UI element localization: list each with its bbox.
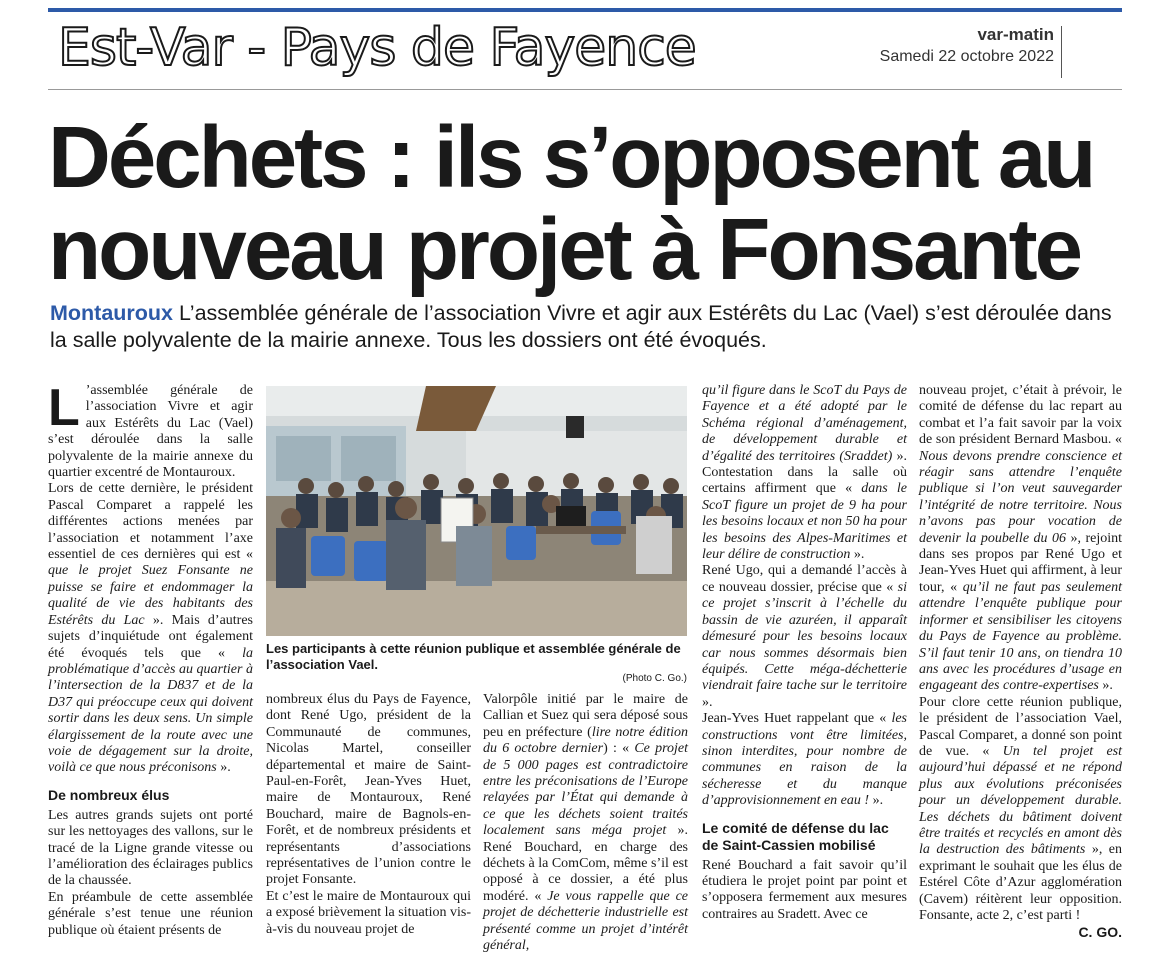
caption-text: Les participants à cette réunion publique et assemblée générale de l’association Vael. xyxy=(266,641,681,672)
paragraph: Valorpôle initié par le maire de Callian et Suez qui sera déposé sous peu en préfecture (lire notre édition du 6 octobre dernier) : « Ce projet de 5 000 pages est contradictoire entre les préconisations de l’Europe relayées par l’État qui demande à ce que les déchets soient traités localement sans méga projet ». René Bouchard, en charge des déchets à la ComCom, même s’il est opposé à ce dossier, a été plus modéré. « Je vous rappelle que ce projet de déchetterie industrielle est présenté comme un projet d’intérêt général, xyxy=(483,692,689,954)
standfirst xyxy=(50,300,1130,354)
paragraph: Et c’est le maire de Montauroux qui a exposé brièvement la situation vis-à-vis du nouveau projet de xyxy=(266,888,471,937)
paragraph: Jean-Yves Huet rappelant que « les constructions vont être limitées, sinon interdites, pour nombre de communes en raison de la sécheresse et du manque d’approvisionnement en eau ! ». xyxy=(702,711,907,809)
article-column-4 xyxy=(702,383,907,923)
paragraph: Pour clore cette réunion publique, le président de l’association Vael, Pascal Comparet, a donné son point de vue. « Un tel projet est aujourd’hui dépassé et ne répond plus aux évolutions préconisées pour un développement durable. Les déchets du bâtiment doivent être traités et recyclés en amont dès la destruction des bâtiments », en exprimant le souhait que les élus de Estérel Côte d’Azur agglomération (Cavem) réitèrent leur opposition. Fonsante, acte 2, c’est parti ! C. GO. xyxy=(919,694,1122,941)
meeting-photo xyxy=(266,386,687,636)
author-signature: C. GO. xyxy=(1078,924,1122,941)
header-rule xyxy=(48,89,1122,90)
paragraph: René Bouchard a fait savoir qu’il étudiera le projet point par point et s’opposera fermement aux mesures contraires au Sradett. Avec ce xyxy=(702,857,907,922)
subheading: Le comité de défense du lac de Saint-Cassien mobilisé xyxy=(702,819,889,853)
paragraph: Les autres grands sujets ont porté sur les nettoyages des vallons, sur le tracé de la Ligne grande vitesse ou l’amélioration des éclairages publics de la chaussée. xyxy=(48,807,253,889)
paragraph: nouveau projet, c’était à prévoir, le comité de défense du lac repart au combat et l’a fait savoir par la voix de son président Bernard Masbou. « Nous devons prendre conscience et réagir sans attendre l’enquête publique si l’on veut sauvegarder l’intégrité de notre territoire. Nous n’avons pas pour vocation de devenir la poubelle du 06 », rejoint dans ses propos par René Ugo et Jean-Yves Huet qui affirment, à leur tour, « qu’il ne faut pas seulement attendre l’enquête publique pour informer et sensibiliser les citoyens du Pays de Fayence au problème. S’il faut tenir 10 ans, on tiendra 10 ans avec les procédures d’usage en engageant des contre-expertises ». xyxy=(919,383,1123,694)
top-color-bar xyxy=(48,8,1122,12)
publication-date: Samedi 22 octobre 2022 xyxy=(879,48,1054,65)
section-title: Est-Var - Pays de Fayence xyxy=(58,18,696,78)
article-column-1 xyxy=(48,379,253,939)
article-column-3 xyxy=(483,692,688,955)
article-column-5 xyxy=(919,383,1122,941)
photo-caption xyxy=(266,641,687,685)
dateline-place: Montauroux xyxy=(50,301,174,325)
paragraph: En préambule de cette assemblée générale s’est tenue une réunion publique où étaient présents de xyxy=(48,889,253,938)
standfirst-text: L’assemblée générale de l’association Vivre et agir aux Estérêts du Lac (Vael) s’est déroulée dans la salle polyvalente de la mairie annexe. Tous les dossiers ont été évoqués. xyxy=(50,301,1112,352)
photo-credit: (Photo C. Go.) xyxy=(622,673,687,684)
drop-cap: L xyxy=(48,379,80,437)
newspaper-brand: var-matin xyxy=(977,25,1054,44)
article-column-2 xyxy=(266,692,471,938)
header-divider xyxy=(1061,26,1062,78)
paragraph: Lors de cette dernière, le président Pascal Comparet a rappelé les différentes actions menées par l’association et notamment l’axe essentiel de ces dernières qui est « que le projet Suez Fonsante ne puisse se faire et endommager la qualité de vie des habitants des Estérêts du Lac ». Mais d’autres sujets d’inquiétude ont également été évoqués tels que « la problématique d’accès au quartier à l’intersection de la D837 et de la D37 qui préoccupe ceux qui doivent sortir dans les deux sens. Un simple élargissement de la route avec une voie de dégagement sur la droite, voilà ce que nous préconisons ». xyxy=(48,481,253,776)
meeting-photo-illustration xyxy=(266,386,687,636)
paragraph: qu’il figure dans le ScoT du Pays de Fayence et a été adopté par le Schéma régional d’aménagement, de développement durable et d’égalité des territoires (Sraddet) ». Contestation dans la salle où certains affirment que « dans le ScoT figure un projet de 9 ha pour les besoins locaux et non 50 ha pour les besoins des Alpes-Maritimes et leur délire de construction ». xyxy=(702,383,907,563)
paragraph: L ’assemblée générale de l’association Vivre et agir aux Estérêts du Lac (Vael) s’est déroulée dans la salle polyvalente de la mairie annexe du quartier excentré de Montauroux. xyxy=(48,379,253,481)
subheading: De nombreux élus xyxy=(48,786,170,803)
paragraph: nombreux élus du Pays de Fayence, dont René Ugo, président de la Communauté de communes, Nicolas Martel, conseiller départemental et maire de Saint-Paul-en-Forêt, Jean-Yves Huet, maire de Montauroux, René Bouchard, maire de Bagnols-en-Forêt, et de nombreux présidents et représentants d’associations représentatives de l’union contre le projet Fonsante. xyxy=(266,692,471,888)
headline: Déchets : ils s’opposent au nouveau projet à Fonsante xyxy=(48,109,1094,298)
paragraph: René Ugo, qui a demandé l’accès à ce nouveau dossier, précise que « si ce projet s’inscrit à l’échelle du bassin de vie azuréen, il apparaît démesuré pour les besoins locaux car nous sommes désormais bien équipés. Cette méga-déchetterie viendrait faire tache sur le territoire ». xyxy=(702,563,907,710)
